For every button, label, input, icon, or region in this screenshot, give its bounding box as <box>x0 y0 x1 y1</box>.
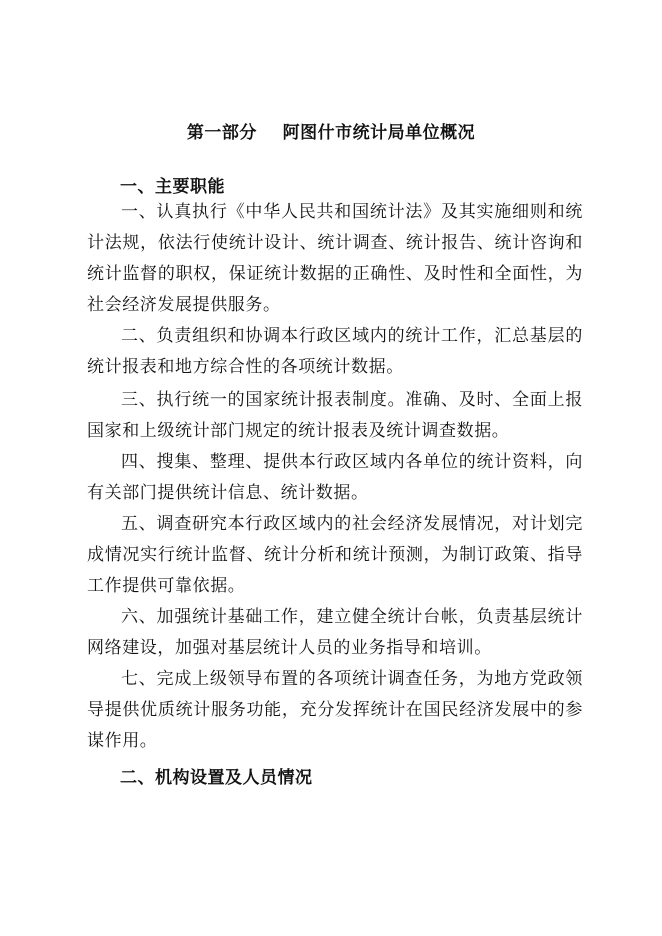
paragraph-5: 五、调查研究本行政区域内的社会经济发展情况，对计划完成情况实行统计监督、统计分析和统计预测，为制订政策、指导工作提供可靠依据。 <box>87 514 583 596</box>
page-title: 第一部分 阿图什市统计局单位概况 <box>186 123 476 143</box>
section-heading-organization: 二、机构设置及人员情况 <box>120 768 313 788</box>
paragraph-7: 七、完成上级领导布置的各项统计调查任务，为地方党政领导提供优质统计服务功能，充分发挥统计在国民经济发展中的参谋作用。 <box>87 669 583 751</box>
paragraph-4: 四、搜集、整理、提供本行政区域内各单位的统计资料，向有关部门提供统计信息、统计数据。 <box>87 452 583 503</box>
paragraph-1: 一、认真执行《中华人民共和国统计法》及其实施细则和统计法规，依法行使统计设计、统计调查、统计报告、统计咨询和统计监督的职权，保证统计数据的正确性、及时性和全面性，为社会经济发展提供服务。 <box>87 202 583 315</box>
paragraph-2: 二、负责组织和协调本行政区域内的统计工作，汇总基层的统计报表和地方综合性的各项统计数据。 <box>87 326 583 377</box>
paragraph-3: 三、执行统一的国家统计报表制度。准确、及时、全面上报国家和上级统计部门规定的统计报表及统计调查数据。 <box>87 390 583 441</box>
paragraph-6: 六、加强统计基础工作，建立健全统计台帐，负责基层统计网络建设，加强对基层统计人员的业务指导和培训。 <box>87 607 583 658</box>
section-heading-main-functions: 一、主要职能 <box>120 177 225 197</box>
